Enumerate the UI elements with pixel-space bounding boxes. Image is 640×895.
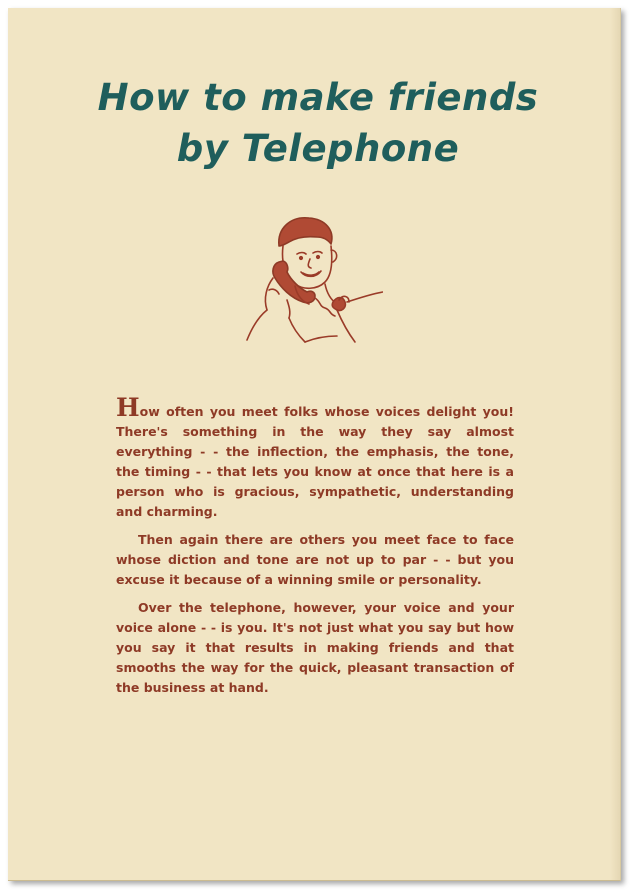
title-line-1: How to make friends: [97, 76, 539, 119]
paragraph-2: Then again there are others you meet face to face whose diction and tone are not up to par - - but you excuse it because of a winning smile or personality.: [116, 532, 514, 587]
page-title: [68, 72, 568, 174]
booklet-page: [8, 8, 621, 881]
title-line-2: by Telephone: [176, 127, 460, 170]
article-body: [116, 393, 514, 706]
page-edge-shadow: [610, 8, 620, 880]
paragraph-1-text: ow often you meet folks whose voices delight you! There's something in the way they say almost everything - - the inflection, the emphasis, the tone, the timing - - that lets you know at once that here is a person who is gracious, sympathetic, understanding and charming.: [116, 404, 514, 519]
drop-cap: H: [116, 393, 140, 422]
paragraph-1: [116, 393, 514, 522]
paragraph-3: Over the telephone, however, your voice and your voice alone - - is you. It's not just what you say but how you say it that results in making friends and that smooths the way for the quick, pleasant transaction of the business at hand.: [116, 600, 514, 695]
man-on-telephone-icon: [233, 206, 383, 356]
